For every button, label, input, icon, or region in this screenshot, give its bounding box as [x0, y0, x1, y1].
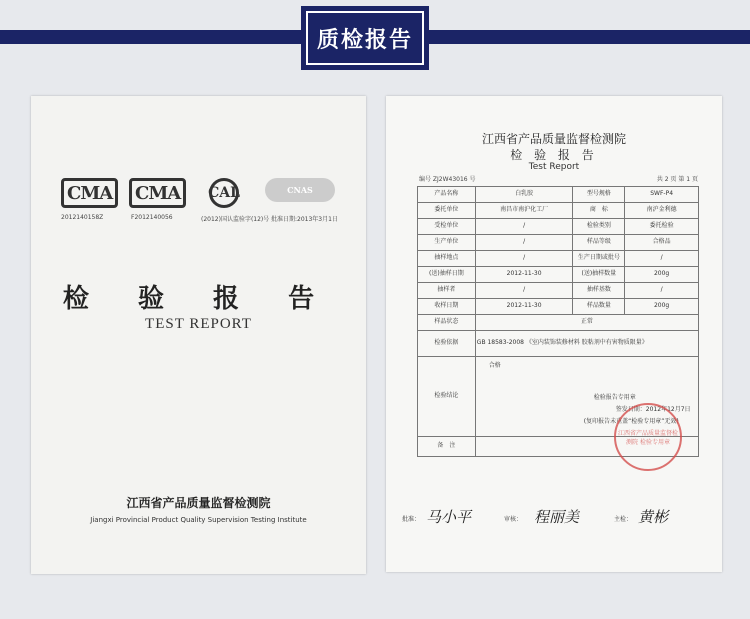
inspector-label: 主检： [614, 516, 633, 523]
field-label: 型号规格 [573, 187, 625, 203]
field-value: / [625, 283, 699, 299]
cal-code: (2012)国认监验字(12)号 [201, 216, 270, 223]
remark-label: 备 注 [418, 437, 476, 457]
field-value: / [475, 283, 573, 299]
report-subtitle: Test Report [528, 162, 580, 172]
field-label: 受检单位 [418, 219, 476, 235]
field-label: (送)抽样数量 [573, 267, 625, 283]
conclusion-label: 检验结论 [418, 357, 476, 437]
field-value: 白乳胶 [475, 187, 573, 203]
table-row [418, 251, 699, 267]
field-value: / [475, 219, 573, 235]
field-value: 合格品 [625, 235, 699, 251]
sample-state-value: 正常 [475, 315, 698, 331]
cover-org-en: Jiangxi Provincial Product Quality Supervision Testing Institute [90, 516, 307, 524]
cma-code: 2012140158Z [61, 214, 104, 221]
approver-label: 批准： [402, 516, 421, 523]
red-seal: 江西省产品质量监督检测院 检验专用章 [614, 403, 682, 471]
section-title-box [301, 6, 429, 70]
field-value: / [625, 251, 699, 267]
field-value: / [475, 251, 573, 267]
approver-signature: 马小平 [426, 508, 472, 526]
basis-value: GB 18583-2008 《室内装饰装修材料 胶粘剂中有害物质限量》 [475, 331, 698, 357]
conclusion-value: 合格 [488, 362, 501, 369]
field-label: 生产单位 [418, 235, 476, 251]
table-row [418, 219, 699, 235]
table-row [418, 235, 699, 251]
field-value: 200g [625, 267, 699, 283]
field-value: 南昌市南沪化工厂 [475, 203, 573, 219]
table-row [418, 203, 699, 219]
section-title: 质检报告 [306, 11, 424, 65]
report-title: 检 验 报 告 [510, 148, 598, 162]
table-row [418, 331, 699, 357]
sample-state-label: 样品状态 [418, 315, 476, 331]
cma-logo: CMA [61, 178, 118, 208]
field-label: 检验类别 [573, 219, 625, 235]
table-row [418, 283, 699, 299]
field-value: 2012-11-30 [475, 299, 573, 315]
copy-note: (复印报告未重盖“检验专用章”无效) [583, 418, 679, 425]
cma-f-code: F2012140056 [131, 214, 173, 221]
cover-subtitle: TEST REPORT [145, 316, 252, 332]
field-label: 抽样地点 [418, 251, 476, 267]
field-label: 样品等级 [573, 235, 625, 251]
cover-org: 江西省产品质量监督检测院 [126, 496, 271, 510]
cnas-logo: CNAS [265, 178, 335, 202]
report-page [386, 96, 722, 572]
field-label: 样品数量 [573, 299, 625, 315]
report-org: 江西省产品质量监督检测院 [481, 132, 626, 146]
sign-date: 签发日期：2012年12月7日 [615, 406, 691, 413]
report-cover [31, 96, 366, 574]
field-label: 委托单位 [418, 203, 476, 219]
field-value: 2012-11-30 [475, 267, 573, 283]
table-row [418, 267, 699, 283]
field-label: 抽样基数 [573, 283, 625, 299]
field-label: 产品名称 [418, 187, 476, 203]
report-page-count: 共 2 页 第 1 页 [656, 176, 698, 183]
field-label: 生产日期或批号 [573, 251, 625, 267]
cal-logo: CAL [209, 178, 239, 208]
cma-f-logo: CMA [129, 178, 186, 208]
field-label: (送)抽样日期 [418, 267, 476, 283]
table-row [418, 187, 699, 203]
stamp-label: 检验报告专用章 [593, 394, 636, 401]
report-number: 编号 ZJ2W43016 号 [419, 176, 476, 183]
field-value: SWF-P4 [625, 187, 699, 203]
field-value: / [475, 235, 573, 251]
field-value: 200g [625, 299, 699, 315]
field-value: 委托检验 [625, 219, 699, 235]
basis-label: 检验依据 [418, 331, 476, 357]
cover-title: 检 验 报 告 [62, 284, 335, 314]
field-label: 商 标 [573, 203, 625, 219]
field-label: 抽样者 [418, 283, 476, 299]
table-row [418, 299, 699, 315]
cnas-date: 批准日期:2013年3月1日 [271, 216, 338, 223]
table-row [418, 315, 699, 331]
field-value: 南沪金利德 [625, 203, 699, 219]
inspector-signature: 黄彬 [638, 508, 669, 526]
reviewer-signature: 程丽美 [534, 508, 580, 526]
field-label: 收样日期 [418, 299, 476, 315]
reviewer-label: 审核： [504, 516, 523, 523]
